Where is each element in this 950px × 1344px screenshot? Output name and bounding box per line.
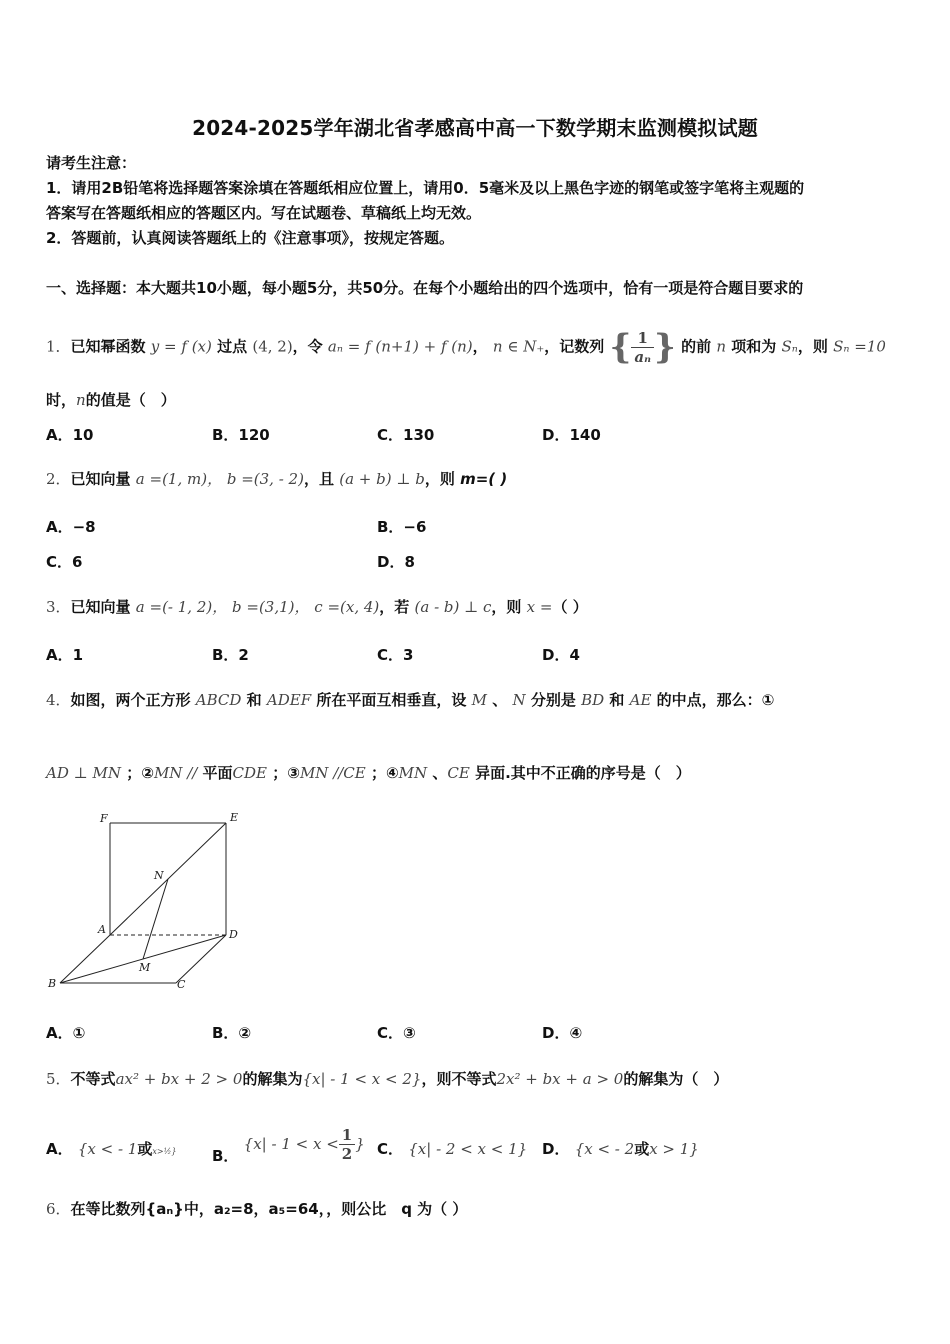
q6-text: 在等比数列{aₙ}中，a₂=8，a₅=64，，则公比 q 为（ ） [70,1200,468,1218]
q1-frac-denominator: aₙ [634,347,651,366]
q1-fraction [631,329,654,366]
q4-option-d: D．④ [542,1024,583,1042]
q5-option-d-text: 或 [634,1140,650,1158]
q5-option-b-formula: {x| - 1 < x < [243,1135,339,1153]
page-title: 2024-2025学年湖北省孝感高中高一下数学期末监测模拟试题 [192,116,758,140]
q4-formula: N [512,691,526,709]
q1-formula: Sₙ =10 [833,337,886,356]
edge-AE [110,823,226,935]
q5-formula: {x| - 1 < x < 2} [302,1070,422,1088]
q4-text: 分别是 [530,691,576,709]
q1-text: ，令 [292,337,323,356]
q1-frac-numerator: 1 [631,329,654,348]
q4-formula: ABCD [195,691,242,709]
q2-text: 已知向量 [70,470,131,488]
q1-text: 时， [46,391,77,409]
q1-text: 的值是（ ） [85,391,176,409]
q1-formula: Sₙ [781,337,798,356]
q1-option-c: C．130 [377,426,435,444]
q4-formula: BD [581,691,605,709]
q4-text: ；② [126,764,154,782]
q2-text: ，且 [303,470,334,488]
q5-frac-numerator: 1 [339,1126,355,1145]
left-brace: { [609,327,632,367]
q4-figure [40,805,260,1000]
q4-formula: CDE [232,764,267,782]
q5-text: 不等式 [70,1070,116,1088]
label-N: N [154,869,164,882]
q4-formula: MN // [153,764,198,782]
q5-option-d-formula: x > 1} [649,1140,699,1158]
q5-option-c-formula: {x| - 2 < x < 1} [408,1140,528,1158]
q4-text: 所在平面互相垂直，设 [316,691,467,709]
q2-text: m=( ) [460,470,508,488]
q2-formula: a =(1, m)， b =(3, - 2) [135,470,304,488]
q5-option-a-formula: x>½} [152,1147,177,1156]
q5-option-d-label: D． [542,1140,570,1158]
notice-line-3: 2．答题前，认真阅读答题纸上的《注意事项》，按规定答题。 [46,229,454,247]
section-heading: 一、选择题：本大题共10小题，每小题5分，共50分。在每个小题给出的四个选项中，恰有一项是符合题目要求的 [46,279,804,297]
q1-number: 1． [46,337,71,356]
q1-text: ，则 [797,337,828,356]
q3-formula: a =(- 1, 2)， b =(3,1)， c =(x, 4) [135,598,380,616]
q5-option-d-formula: {x < - 2 [574,1140,635,1158]
q5-text: 的解集为 [242,1070,303,1088]
question-1-line-2 [46,389,176,410]
q4-formula: CE [447,764,470,782]
q1-formula: (4, 2) [252,337,293,356]
q1-text: ，记数列 [544,337,605,356]
q3-formula: x = [526,598,553,616]
q5-option-a-formula: {x < - 1 [77,1140,138,1158]
q1-option-a: A．10 [46,426,94,444]
label-E: E [230,811,239,824]
q4-text: 如图，两个正方形 [70,691,191,709]
q4-text: ；④ [370,764,399,782]
q1-formula: aₙ = f (n+1) + f (n) [327,337,473,356]
q4-formula: AE [629,691,652,709]
q1-option-d: D．140 [542,426,601,444]
q5-option-a-text: 或 [137,1140,153,1158]
q3-text: ，则 [491,598,522,616]
label-B: B [48,977,57,990]
q6-number: 6． [46,1200,71,1218]
question-1-line-1 [46,327,886,367]
q2-formula: (a + b) ⊥ b [339,470,425,488]
q5-formula: ax² + bx + 2 > 0 [115,1070,243,1088]
q5-option-a [46,1138,176,1159]
q4-formula: MN [398,764,428,782]
question-6 [46,1198,467,1219]
q3-option-c: C．3 [377,646,414,664]
q5-option-a-label: A． [46,1140,73,1158]
q5-text: 的解集为（ ） [623,1070,729,1088]
q4-option-b: B．② [212,1024,252,1042]
label-F: F [100,812,108,825]
q5-option-c [377,1138,527,1159]
q2-option-d: D．8 [377,553,415,571]
q1-formula: n [76,391,86,409]
q1-text: 项和为 [731,337,777,356]
q5-number: 5． [46,1070,71,1088]
right-brace: } [653,327,676,367]
label-A: A [98,923,106,936]
q3-option-a: A．1 [46,646,84,664]
q5-text: ，则不等式 [421,1070,497,1088]
q2-text: ，则 [424,470,455,488]
q4-formula: MN //CE [299,764,366,782]
label-C: C [177,978,186,991]
label-M: M [139,961,151,974]
q1-text: ， [472,337,488,356]
q3-option-d: D．4 [542,646,580,664]
q5-option-b [212,1126,365,1163]
question-2 [46,468,507,489]
q5-option-b-formula: } [355,1135,365,1153]
q1-text: 过点 [217,337,248,356]
q1-option-b: B．120 [212,426,270,444]
q4-text: ；③ [272,764,300,782]
q3-text: ，若 [379,598,410,616]
q1-formula: n ∈ N₊ [492,337,545,356]
q4-formula: M [471,691,487,709]
q1-text: 已知幂函数 [70,337,146,356]
q4-text: 、 [432,764,448,782]
q5-formula: 2x² + bx + a > 0 [496,1070,624,1088]
notice-line-1: 1．请用2B铅笔将选择题答案涂填在答题纸相应位置上，请用0．5毫米及以上黑色字迹的钢笔或签字笔将主观题的 [46,179,805,197]
q4-option-c: C．③ [377,1024,416,1042]
q4-text: 异面.其中不正确的序号是（ ） [475,764,691,782]
q1-formula: y = f (x) [150,337,212,356]
q5-frac-denominator: 2 [341,1145,353,1163]
q3-option-b: B．2 [212,646,249,664]
q3-formula: (a - b) ⊥ c [414,598,492,616]
question-4-line-1 [46,689,774,710]
q3-text: （ ） [552,598,588,616]
q4-text: 和 [609,691,625,709]
q2-option-a: A．−8 [46,518,96,536]
question-4-line-2 [46,762,691,783]
question-5 [46,1068,728,1089]
q2-option-b: B．−6 [377,518,427,536]
q5-option-b-fraction [339,1126,355,1163]
q4-formula: AD ⊥ MN [46,764,121,782]
q4-text: 的中点，那么：① [656,691,775,709]
q5-option-c-label: C． [377,1140,404,1158]
q1-text: 的前 [681,337,712,356]
q4-text: 平面 [202,764,233,782]
q4-option-a: A．① [46,1024,86,1042]
q2-number: 2． [46,470,71,488]
q4-text: 和 [246,691,262,709]
q3-number: 3． [46,598,71,616]
question-3 [46,596,588,617]
q2-option-c: C．6 [46,553,83,571]
q5-option-d [542,1138,699,1159]
q3-text: 已知向量 [70,598,131,616]
q4-formula: ADEF [266,691,312,709]
notice-heading: 请考生注意： [46,154,137,172]
notice-line-2: 答案写在答题纸相应的答题区内。写在试题卷、草稿纸上均无效。 [46,204,482,222]
q4-text: 、 [492,691,508,709]
q1-formula: n [716,337,726,356]
q5-option-b-label: B． [212,1147,239,1165]
label-D: D [229,928,238,941]
q4-number: 4． [46,691,71,709]
